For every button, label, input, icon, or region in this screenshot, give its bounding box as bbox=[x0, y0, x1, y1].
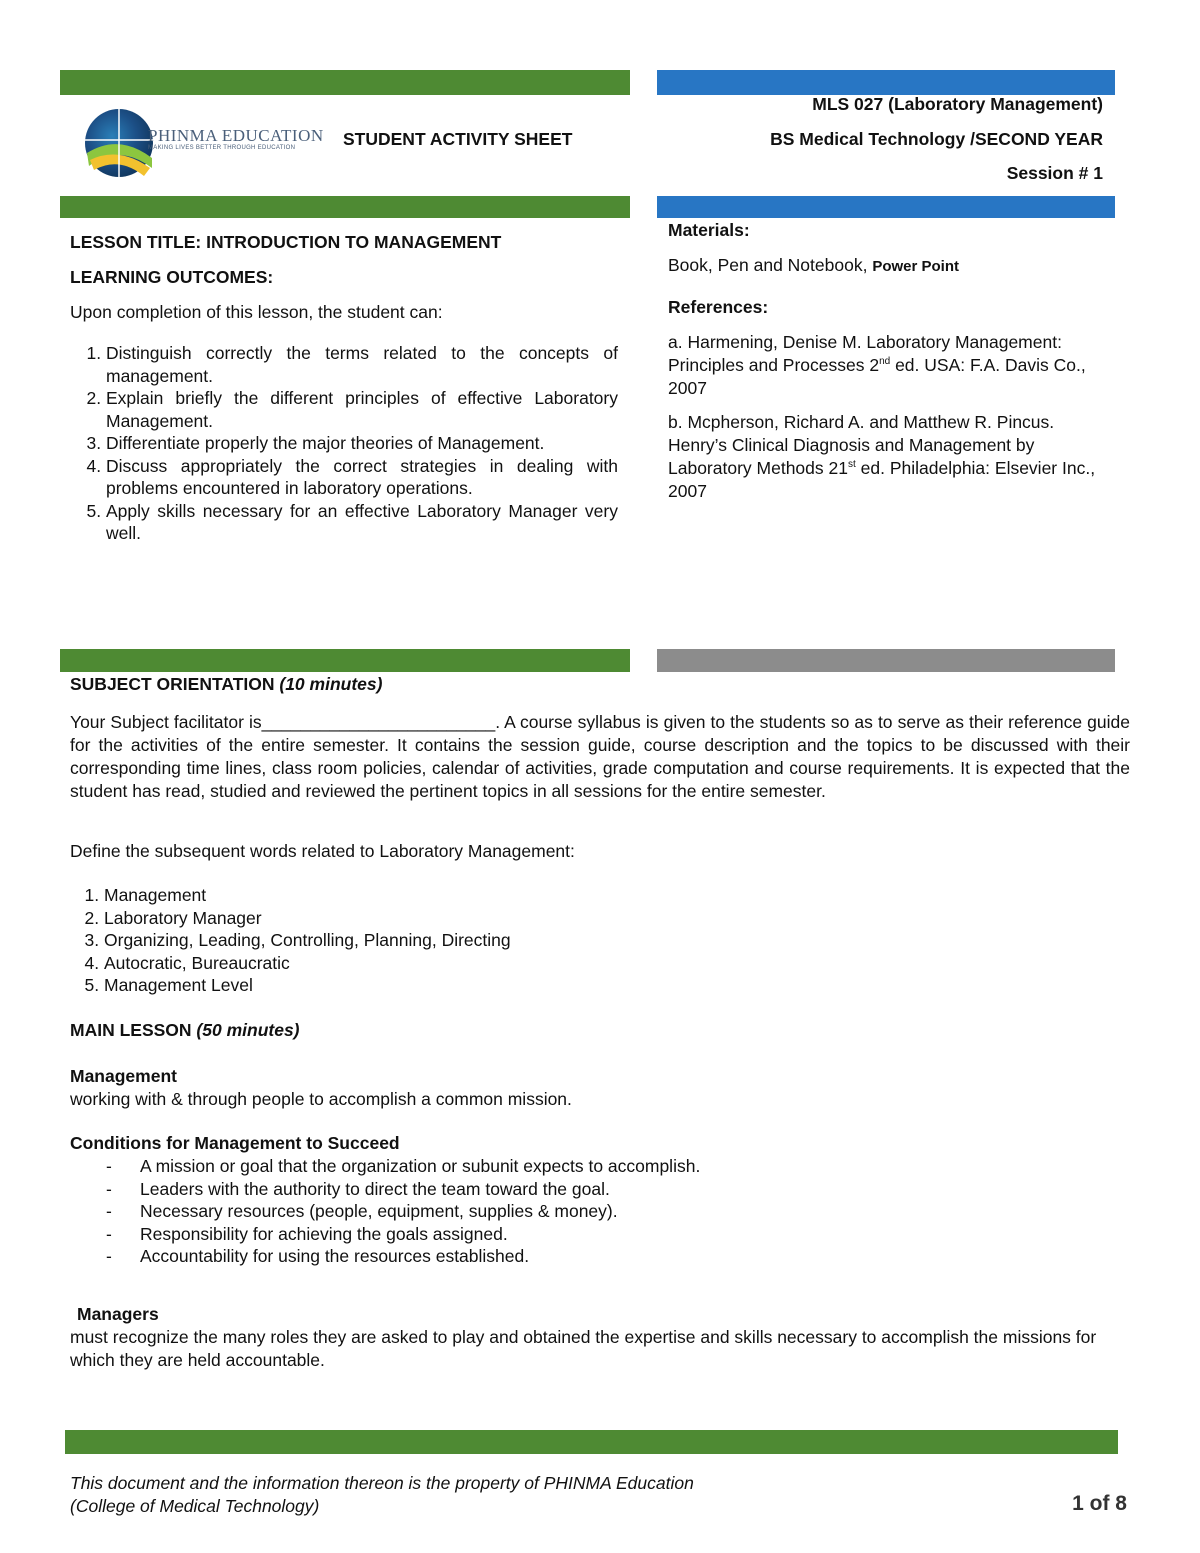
reference-b-text-end: ed. Philadelphia: Elsevier Inc., 2007 bbox=[668, 458, 1096, 501]
reference-a-text-end: ed. USA: F.A. Davis Co., 2007 bbox=[668, 355, 1086, 398]
list-item: - Necessary resources (people, equipment, supplies & money). bbox=[70, 1200, 1070, 1223]
define-intro: Define the subsequent words related to Laboratory Management: bbox=[70, 841, 575, 861]
main-lesson-heading bbox=[70, 1019, 300, 1042]
header-bottom-bar-right bbox=[657, 196, 1115, 218]
orientation-paragraph: Your Subject facilitator is________________________. A course syllabus is given to the students so as to serve as their reference guide for the activities of the entire semester. It contains the session guide, course description and the topics to be discussed with their corresponding time lines, class room policies, calendar of activities, grade computation and course requirements. It is expected that the student has read, studied and reviewed the pertinent topics in all sessions for the entire semester. bbox=[70, 712, 1130, 801]
materials-list: Book, Pen and Notebook, bbox=[668, 255, 868, 275]
references-heading: References: bbox=[668, 297, 769, 317]
reference-a bbox=[668, 331, 1098, 400]
list-item: 1. Distinguish correctly the terms related to the concepts of management. bbox=[106, 342, 618, 387]
list-item: 1. Management bbox=[104, 884, 804, 907]
managers-heading: Managers bbox=[77, 1304, 159, 1324]
list-item: - Responsibility for achieving the goals assigned. bbox=[70, 1223, 1070, 1246]
header-top-bar-right bbox=[657, 70, 1115, 95]
terms-list bbox=[70, 884, 804, 997]
orientation-duration: (10 minutes) bbox=[279, 674, 383, 694]
main-lesson-duration: (50 minutes) bbox=[196, 1020, 300, 1040]
reference-a-sup: nd bbox=[879, 356, 891, 368]
reference-b bbox=[668, 411, 1113, 503]
header-bottom-bar-left bbox=[60, 196, 630, 218]
logo-text: PHINMA EDUCATION bbox=[148, 126, 324, 145]
list-item: 4. Discuss appropriately the correct strategies in dealing with problems encountered in laboratory operations. bbox=[106, 455, 618, 500]
materials-text bbox=[668, 254, 959, 278]
main-lesson-title: MAIN LESSON bbox=[70, 1020, 192, 1040]
conditions-heading: Conditions for Management to Succeed bbox=[70, 1133, 400, 1153]
reference-b-text: b. Mcpherson, Richard A. and Matthew R. Pincus. Henry’s Clinical Diagnosis and Management by Laboratory Methods 21 bbox=[668, 412, 1055, 478]
materials-heading: Materials: bbox=[668, 220, 750, 240]
management-definition: working with & through people to accomplish a common mission. bbox=[70, 1089, 572, 1109]
lesson-title: LESSON TITLE: INTRODUCTION TO MANAGEMENT bbox=[70, 232, 502, 252]
list-item: 3. Differentiate properly the major theories of Management. bbox=[106, 432, 618, 455]
logo-globe-icon bbox=[84, 98, 154, 188]
footer-notice: This document and the information thereon is the property of PHINMA Education (College of Medical Technology) bbox=[70, 1473, 694, 1516]
footer-bar bbox=[65, 1430, 1118, 1454]
managers-definition: must recognize the many roles they are asked to play and obtained the expertise and skills necessary to accomplish the missions for which they are held accountable. bbox=[70, 1327, 1097, 1370]
list-item: 5. Management Level bbox=[104, 974, 804, 997]
course-code: MLS 027 (Laboratory Management) bbox=[812, 94, 1103, 114]
outcomes-list bbox=[70, 342, 618, 545]
outcomes-intro: Upon completion of this lesson, the student can: bbox=[70, 302, 443, 322]
list-item: 4. Autocratic, Bureaucratic bbox=[104, 952, 804, 975]
orientation-title: SUBJECT ORIENTATION bbox=[70, 674, 275, 694]
outcomes-heading: LEARNING OUTCOMES: bbox=[70, 267, 274, 287]
materials-powerpoint: Power Point bbox=[872, 258, 960, 275]
orientation-bar-right bbox=[657, 649, 1115, 672]
session-number: Session # 1 bbox=[1006, 163, 1103, 183]
list-item: - A mission or goal that the organization or subunit expects to accomplish. bbox=[70, 1155, 1070, 1178]
list-item: 2. Laboratory Manager bbox=[104, 907, 804, 930]
page-number: 1 of 8 bbox=[1072, 1492, 1127, 1515]
orientation-heading bbox=[70, 673, 382, 696]
reference-a-text: a. Harmening, Denise M. Laboratory Management: Principles and Processes 2 bbox=[668, 332, 1062, 375]
list-item: 3. Organizing, Leading, Controlling, Planning, Directing bbox=[104, 929, 804, 952]
program-year: BS Medical Technology /SECOND YEAR bbox=[770, 129, 1103, 149]
orientation-bar-left bbox=[60, 649, 630, 672]
header-top-bar-left bbox=[60, 70, 630, 95]
list-item: - Accountability for using the resources established. bbox=[70, 1245, 1070, 1268]
list-item: 5. Apply skills necessary for an effective Laboratory Manager very well. bbox=[106, 500, 618, 545]
conditions-list bbox=[70, 1155, 1070, 1268]
list-item: - Leaders with the authority to direct the team toward the goal. bbox=[70, 1178, 1070, 1201]
list-item: 2. Explain briefly the different principles of effective Laboratory Management. bbox=[106, 387, 618, 432]
sheet-title: STUDENT ACTIVITY SHEET bbox=[343, 129, 573, 149]
reference-b-sup: st bbox=[847, 459, 856, 471]
logo-tagline: MAKING LIVES BETTER THROUGH EDUCATION bbox=[148, 145, 296, 151]
management-heading: Management bbox=[70, 1066, 177, 1086]
